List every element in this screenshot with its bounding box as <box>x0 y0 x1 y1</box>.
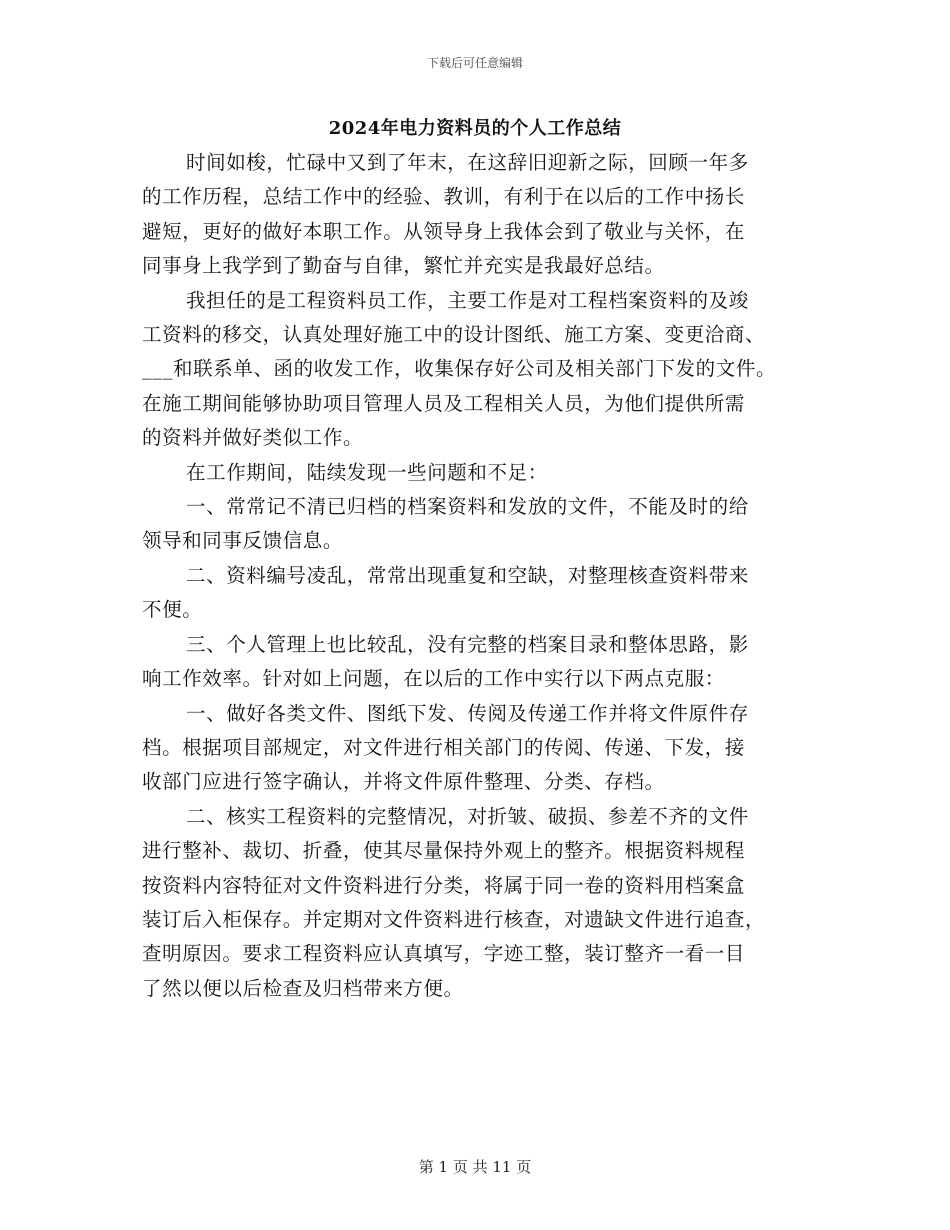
paragraph-line: 二、资料编号凌乱，常常出现重复和空缺，对整理核查资料带来 <box>186 563 749 587</box>
paragraph-line: 在工作期间，陆续发现一些问题和不足： <box>186 460 548 484</box>
paragraph-line: 装订后入柜保存。并定期对文件资料进行核查，对遗缺文件进行追查， <box>142 907 766 931</box>
paragraph-line: 三、个人管理上也比较乱，没有完整的档案目录和整体思路，影 <box>186 632 749 656</box>
paragraph-line: 的工作历程，总结工作中的经验、教训，有利于在以后的工作中扬长 <box>142 185 746 209</box>
paragraph-6 <box>142 628 814 697</box>
paragraph-1 <box>142 146 814 284</box>
paragraph-line: 响工作效率。针对如上问题，在以后的工作中实行以下两点克服： <box>142 667 725 691</box>
paragraph-line: 一、常常记不清已归档的档案资料和发放的文件，不能及时的给 <box>186 495 749 519</box>
paragraph-line: 二、核实工程资料的完整情况，对折皱、破损、参差不齐的文件 <box>186 804 749 828</box>
paragraph-line: 工资料的移交，认真处理好施工中的设计图纸、施工方案、变更洽商、 <box>142 323 766 347</box>
document-title: 2024年电力资料员的个人工作总结 <box>328 118 622 139</box>
paragraph-line: 同事身上我学到了勤奋与自律，繁忙并充实是我最好总结。 <box>142 254 665 278</box>
paragraph-line: 领导和同事反馈信息。 <box>142 529 344 553</box>
header-note: 下载后可任意编辑 <box>426 56 523 70</box>
paragraph-line: 进行整补、裁切、折叠，使其尽量保持外观上的整齐。根据资料规程 <box>142 839 746 863</box>
paragraph-line: 一、做好各类文件、图纸下发、传阅及传递工作并将文件原件存 <box>186 701 749 725</box>
paragraph-line: 不便。 <box>142 598 203 622</box>
paragraph-2 <box>142 284 814 456</box>
paragraph-line: 查明原因。要求工程资料应认真填写，字迹工整，装订整齐一看一目 <box>142 942 746 966</box>
paragraph-3 <box>142 456 814 490</box>
paragraph-line: 我担任的是工程资料员工作，主要工作是对工程档案资料的及竣 <box>186 288 749 312</box>
paragraph-line: 的资料并做好类似工作。 <box>142 426 364 450</box>
paragraph-line: 档。根据项目部规定，对文件进行相关部门的传阅、传递、下发，接 <box>142 735 746 759</box>
page-number: 第 1 页 共 11 页 <box>418 1158 532 1176</box>
document-body <box>142 146 814 1006</box>
paragraph-7 <box>142 697 814 800</box>
paragraph-line: 在施工期间能够协助项目管理人员及工程相关人员，为他们提供所需 <box>142 391 746 415</box>
paragraph-line: 时间如梭，忙碌中又到了年末，在这辞旧迎新之际，回顾一年多 <box>186 151 749 174</box>
paragraph-line: 了然以便以后检查及归档带来方便。 <box>142 976 464 1000</box>
paragraph-line: ___和联系单、函的收发工作，收集保存好公司及相关部门下发的文件。 <box>142 357 777 381</box>
paragraph-5 <box>142 559 814 628</box>
paragraph-line: 避短，更好的做好本职工作。从领导身上我体会到了敬业与关怀，在 <box>142 219 746 243</box>
paragraph-8 <box>142 800 814 1006</box>
paragraph-line: 收部门应进行签字确认，并将文件原件整理、分类、存档。 <box>142 770 665 794</box>
paragraph-4 <box>142 490 814 559</box>
paragraph-line: 按资料内容特征对文件资料进行分类，将属于同一卷的资料用档案盒 <box>142 873 746 897</box>
